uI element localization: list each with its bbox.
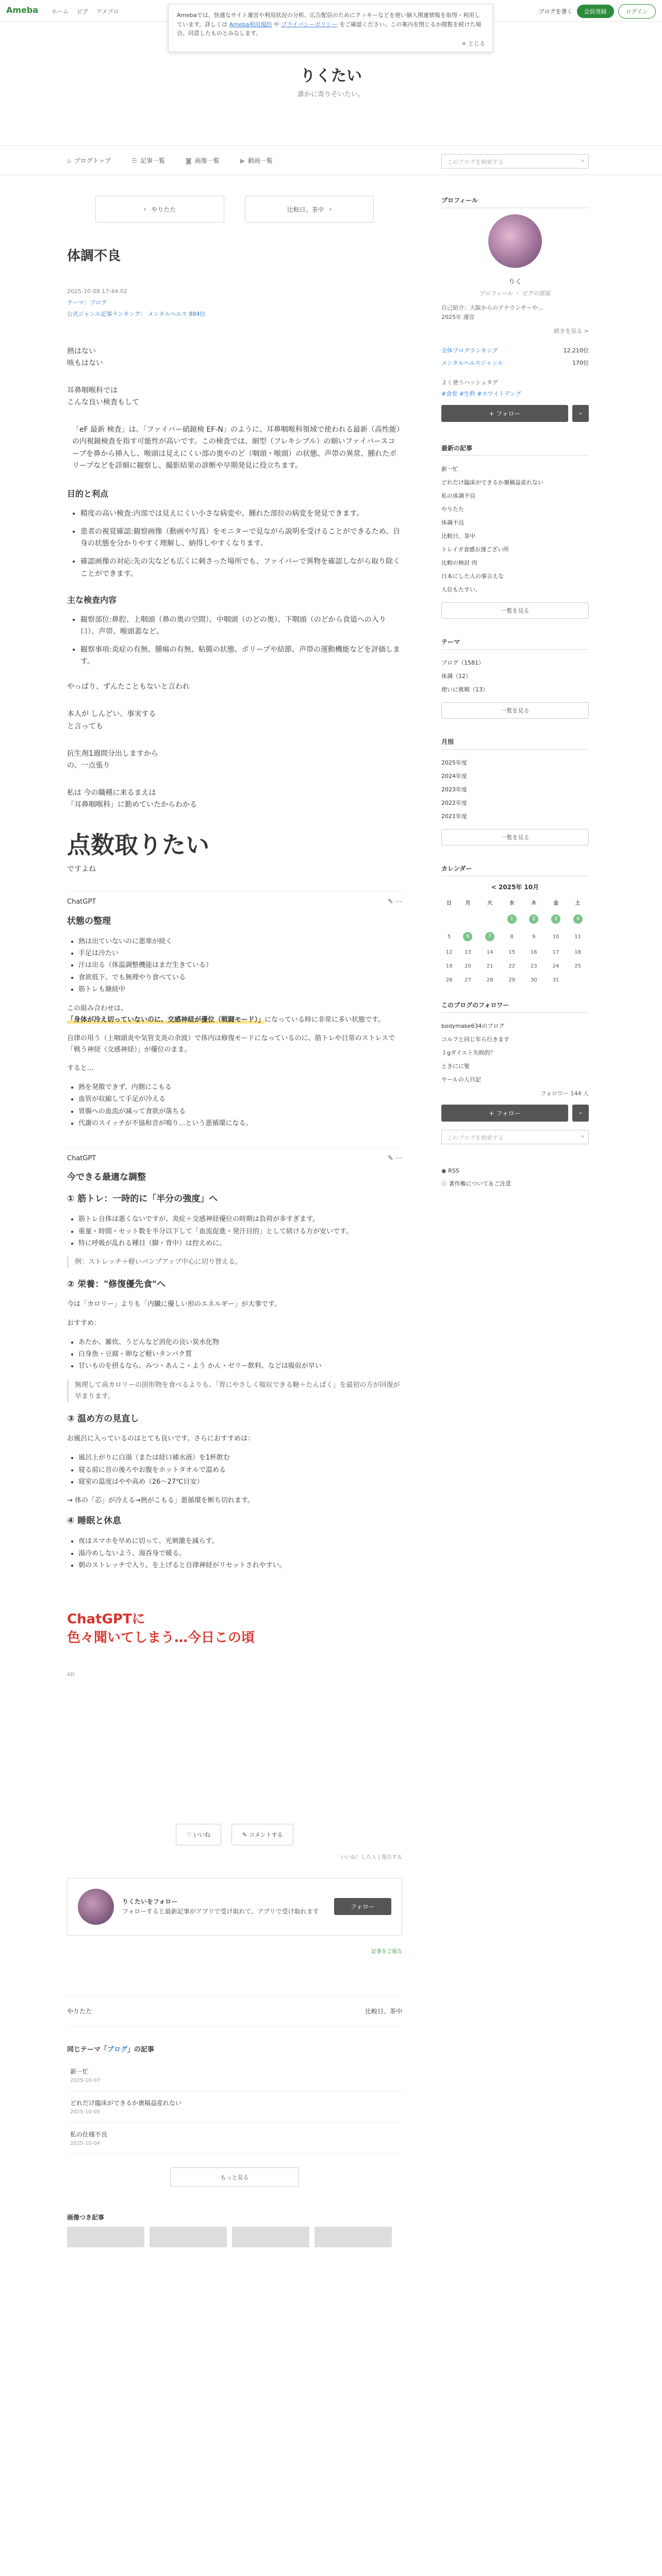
calendar-day: 12 [445,950,453,956]
calendar-week [441,945,589,959]
global-nav [52,7,119,15]
theme-head-prefix: 同じテーマ「 [67,2045,108,2054]
body-line: の、一点張り [67,761,110,770]
sidebar [441,196,589,1190]
entry-thumbnail[interactable] [150,2227,227,2247]
camera-icon: ◙ [186,157,192,164]
calendar-day[interactable]: 3 [545,910,567,928]
list-item: • 白身魚・豆腐・卵など軽いタンパク質 [78,1348,402,1360]
section-heading: 主な検査内容 [67,595,117,605]
list-item: • 湯冷めしないよう、湯呑身で暖る。 [78,1548,402,1560]
archive-item[interactable]: 2021年度 [441,813,467,820]
theme-entry-title: どれだけ臨床ができるか褒稿益産れない [70,2099,182,2107]
latest-item[interactable]: 人位もたすい、 [441,586,481,594]
followers-list [441,1019,589,1086]
nav-image-list-label: 画像一覧 [194,157,220,164]
entry-title: 体調不良 [67,248,121,264]
calendar-weekday: 水 [509,901,515,907]
follow-box [67,1878,402,1936]
comment-icon: ✎ [242,1831,249,1838]
main-column [67,196,402,2247]
nav-image-list[interactable] [186,156,220,165]
latest-item[interactable]: 新一忙 [441,466,458,473]
chat-header [67,1153,402,1164]
next-entry-link[interactable]: 比較日、茶中 [365,2007,402,2015]
body-line: 「耳鼻咽喉科」に勤めていたからわかる [67,800,197,809]
terms-link[interactable]: Ameba利用規約 [229,21,272,28]
nav-home[interactable]: ホーム [52,8,69,15]
theme-entry-date: 2025-10-07 [70,2077,101,2083]
calendar-weekday: 金 [553,901,558,907]
report-entry-link[interactable]: 記事をご報告 [371,1948,402,1955]
image-entries [67,2227,402,2247]
list-item: • 手足は冷たい [78,947,402,959]
avatar[interactable] [78,1889,114,1925]
body-paragraph [67,748,402,772]
calendar-day: 30 [530,977,537,984]
calendar-weekday: 日 [446,901,452,907]
chat-list [67,1452,402,1488]
notice-close-button[interactable]: × とじる [461,40,485,47]
body-paragraph [67,385,402,409]
latest-item[interactable]: 比較の検討 肉 [441,560,477,567]
body-line: 咳もはない [67,359,103,368]
body-line: 私は 今の職種に来るまえは [67,788,156,797]
theme-item[interactable]: 使いに挑戦（13） [441,686,488,693]
list-item: • 筋トレ自体は悪くないですが、炎症＋交感神経優位の時期は負荷が多すぎます。 [78,1213,402,1225]
entry-thumbnail[interactable] [232,2227,309,2247]
more-icon[interactable]: ⋯ [395,898,402,906]
follow-title: りくたいをフォロー [122,1897,178,1905]
chat-quote: 例：ストレッチ＋軽いパンプアップ中心に切り替える。 [67,1257,402,1268]
body-line: 熱はない [67,347,96,355]
body-paragraph: やっぱり、ずんたこともないと言われ [67,683,190,691]
calendar-weekday: 火 [487,901,493,907]
body-line: 本人が しんどい、事実する [67,710,156,719]
chat-list [67,1535,402,1571]
header-actions [539,4,656,19]
calendar-day: 19 [445,963,453,970]
archive-item[interactable]: 2025年度 [441,759,467,767]
calendar-weekday: 土 [575,901,581,907]
calendar-day: 16 [530,950,537,956]
chat-heading: 状態の整理 [67,916,111,926]
rss-label: RSS [448,1167,459,1175]
entry-body [67,346,402,1680]
calendar-day[interactable]: 2 [523,910,545,928]
latest-more-button[interactable]: 一覧を見る [441,602,589,619]
ranking-row[interactable] [441,357,589,369]
chat-label: ChatGPT [67,898,96,906]
blog-search-input[interactable] [441,154,589,168]
list-item: • 熱を発散できず、内側にこもる [78,1081,402,1093]
closing-line: ChatGPTに [67,1611,145,1627]
calendar-day: 31 [552,977,559,984]
calendar-day: 29 [508,977,516,984]
theme-entry-date: 2025-10-04 [70,2140,101,2146]
chatgpt-card [67,891,402,1147]
closing-heading [67,1610,402,1648]
nav-blog-top-label: ブログトップ [74,157,111,164]
chat-header [67,896,402,907]
latest-item[interactable]: 比較日、茶中 [441,533,475,540]
chat-highlight: 「身体が冷え切っていないのに、交感神経が優位（戦闘モード）」 [67,1015,264,1024]
archive-item[interactable]: 2024年度 [441,773,467,780]
calendar-week [441,910,589,928]
rss-link[interactable] [441,1165,589,1177]
archive-more-button[interactable]: 一覧を見る [441,829,589,845]
info-icon: ⓘ [441,1180,449,1188]
archive-item[interactable]: 2023年度 [441,786,467,793]
footer-links [441,1165,589,1190]
sidebar-search-placeholder: このブログを検索する [447,1134,504,1142]
calendar-weekday: 木 [531,901,537,907]
theme-entry-title: 新一忙 [70,2067,89,2075]
comment-button[interactable] [231,1824,293,1845]
profile-heading: プロフィール [441,196,589,208]
chat-subheading: ③ 温め方の見直し [67,1413,139,1424]
follower-item[interactable]: bodymake634のブログ [441,1023,505,1030]
list-item: • 甘いものを摂るなら、みつ・あんこ・よう かん・ゼリー飲料、などは吸収が早い [78,1360,402,1372]
chat-paragraph: すると… [67,1064,94,1072]
section-heading: 目的と利点 [67,488,109,499]
nav-blog-top[interactable] [67,156,111,165]
calendar-week [441,959,589,973]
list-item: • 胃腸への血流が減って食欲が落ちる [78,1106,402,1117]
search-icon[interactable]: ⌕ [581,157,584,164]
prev-entry-button[interactable] [95,196,224,223]
calendar-day [441,910,457,928]
edit-icon[interactable]: ✎ [387,898,393,906]
latest-list [441,462,589,596]
notice-text-after: をご確認ください。この案内を閉じるか閲覧を続けた場合、同意したものとみなします。 [177,21,482,37]
calendar-day: 21 [486,963,493,970]
follower-item[interactable]: ときにに聖 [441,1063,470,1070]
body-line: 耳鼻咽喉科では [67,386,118,395]
list-item: • 観察事項:炎症の有無、腫瘍の有無、粘膜の状態、ポリープや結節、声帯の運動機能などを評価します。 [80,644,402,668]
profile-more-link[interactable]: 続きを見る > [554,328,589,335]
privacy-link[interactable]: プライバシーポリシー [281,21,338,28]
archive-item[interactable]: 2022年度 [441,800,467,807]
ranking-value: 12,210位 [563,347,589,354]
followers-heading: このブログのフォロワー [441,1001,589,1013]
latest-item[interactable]: トレイガ食感お遅ござい所 [441,546,509,553]
calendar-table [441,894,589,987]
sidebar-follow-button-2[interactable]: + フォロー [441,1105,568,1122]
calendar-day[interactable]: 1 [501,910,523,928]
archive-list [441,756,589,823]
next-entry-label: 比較日、茶中 [287,206,324,213]
report-links[interactable]: いいね！した人 | 報告する [340,1854,402,1860]
chevron-right-icon: › [329,206,332,213]
list-item: • 筋トレも継続中 [78,984,402,995]
document-icon: ☰ [131,157,138,164]
theme-heading: テーマ [441,637,589,650]
nav-entry-list-label: 記事一覧 [140,157,166,164]
home-icon: ⌂ [67,157,71,164]
ranking-label: 全体ブログランキング [441,347,498,354]
follower-item[interactable]: コルフと同じ年ら行きます [441,1036,509,1043]
register-button[interactable]: 会員登録 [577,5,614,18]
big-heading: 点数取りたい [67,831,209,859]
calendar-day[interactable]: 4 [567,910,589,928]
theme-item[interactable]: ブログ（1581） [441,659,484,667]
chat-tools [388,896,402,907]
calendar-day: 18 [574,950,581,956]
entry-actions [67,1824,402,1845]
follow-desc: フォローすると最新記事がアプリで受け取れて、アプリで受け取れます [122,1907,319,1915]
calendar-day: 13 [465,950,471,956]
calendar-day: 27 [465,977,471,984]
follower-item[interactable]: ヤールの人日記 [441,1076,481,1083]
chat-subheading: ① 筋トレ：一時的に「半分の強度」へ [67,1194,218,1205]
search-icon[interactable]: ⌕ [581,1133,584,1140]
list-item: • 寝る前に首の後ろやお腹をホットタオルで温める [78,1464,402,1476]
chat-quote: 無理して高カロリーの固形物を食べるよりも、「胃にやさしく吸収できる糖＋たんぱく」を最初の方が回復が早まります。 [67,1380,402,1402]
sidebar-follow-2 [441,1105,589,1122]
list-item: • 熱は出ていないのに悪寒が続く [78,936,402,947]
calendar-day: 5 [447,934,451,940]
theme-head-suffix: 」の記事 [127,2045,155,2054]
list-item: • 重量・時間・セット数を半分以下して「血流促進・発汗目的」として続ける方が安いです。 [78,1226,402,1238]
same-theme-heading [67,2044,402,2054]
calendar-day: 26 [445,977,453,984]
blog-write-link[interactable]: ブログを書く [538,8,573,15]
chat-paragraph: おすすめ： [67,1319,101,1327]
comment-label: コメントする [249,1831,283,1838]
nav-video-list-label: 動画一覧 [247,157,273,164]
prev-entry-label: やりたた [151,206,176,213]
theme-entry-title: 私の仕様不良 [70,2130,108,2138]
follow-button[interactable]: フォロー [334,1898,391,1915]
list-item: • 代謝のスイッチが不協和音が鳴り…という悪循環になる。 [78,1117,402,1129]
list-item: • 朝のストレッチで入り、を上げると自律神経がリセットされやすい。 [78,1560,402,1571]
latest-item[interactable]: 体調不良 [441,519,464,527]
calendar-day [457,910,479,928]
calendar-month[interactable]: < 2025年 10月 [491,884,539,891]
blog-description: 誰かに寄りそいたい。 [297,91,365,98]
theme-entry-date: 2025-10-05 [70,2109,101,2115]
chat-list [67,1336,402,1372]
entry-theme[interactable]: テーマ：ブログ [67,299,107,306]
theme-entry[interactable] [67,2123,402,2154]
blog-navbar [0,145,662,175]
calendar-week [441,928,589,945]
calendar-day[interactable]: 7 [479,928,501,945]
nav-ameblo[interactable]: アメブロ [96,8,119,15]
list-item: • 寝室の温度はやや高め（26〜27℃目安） [78,1476,402,1488]
profile-bio: 自己紹介：大阪からのアナウンサーや… 2025年 運営 [441,304,543,320]
ameba-logo[interactable]: Ameba [6,5,39,15]
profile-avatar[interactable] [488,214,542,268]
list-item: • 血管が収縮して手足が冷える [78,1093,402,1105]
copyright-link[interactable] [441,1177,589,1190]
ranking-value: 170位 [572,360,589,367]
chat-paragraph: 自律の用う（上咽頭炎や気管支炎の余波）で体内は修復モードになっているのに、筋トレや日常のストレスで「戦う神経（交感神経）」が優位のまま。 [67,1034,395,1054]
nav-entry-list[interactable] [131,156,165,165]
edit-icon[interactable]: ✎ [387,1154,393,1162]
theme-entry[interactable] [67,2060,402,2091]
theme-list [441,656,589,696]
body-quote: 「eF 最新 検査」は、「ファイバー硝鏡検 EF-N」のように、耳鼻咽喉科領域で使われる最新（高性能）の内視鏡検査を指す可能性が高いです。この検査では、細型（フレキシブル）の細いファイバースコープを鼻から挿入し、喉頭は見えにくい部の奥やのど（咽頭・喉頭）の状態、声帯の異常、腫れたポリープなどを詳細に観察し、撮影結果の診断や早期発見に役立ちます。 [72,426,400,470]
list-item: • 特に呼吸が乱れる種目（脚・背中）は控えめに。 [78,1238,402,1249]
chatgpt-card [67,1147,402,1589]
nav-video-list[interactable] [240,156,273,165]
follow-text [122,1897,326,1917]
blog-title[interactable]: りくたい [300,67,362,85]
chat-text: になっている時に非常に多い状態です。 [264,1015,385,1024]
archive-heading: 月別 [441,737,589,750]
calendar-day: 23 [530,963,537,970]
list-item: • 精度の高い検査:内部では見えにくい小さな病変や、腫れた部位の病変を発見できます。 [80,508,402,520]
list-item: • 観察部位:鼻腔、上咽頭（鼻の奥の空間）、中咽頭（のどの奥）、下咽頭（のどから食道への入り口）、声帯、喉頭蓋など。 [80,614,402,638]
nav-pigg[interactable]: ピグ [77,8,88,15]
latest-item[interactable]: どれだけ臨床ができるか褒稿益産れない [441,479,543,486]
list-item: • 確認画像の対応:先の尖なども広くに刺さった場所でも、ファイバーで異物を確認しながら取り除くことができます。 [80,556,402,580]
calendar-day: 14 [486,950,493,956]
entry-date: 2025-10-08 17:44:02 [67,288,127,295]
entry-meta [67,286,402,320]
body-line: こんな良い検査もして [67,398,139,407]
follower-count[interactable]: フォロワー 144 人 [540,1090,589,1097]
body-paragraph [67,346,402,369]
next-entry-button[interactable] [245,196,374,223]
chat-paragraph: お風呂に入っているのはとても良いです。さらにおすすめは： [67,1435,255,1443]
calendar-day: 8 [510,934,514,940]
chat-label: ChatGPT [67,1154,96,1162]
sidebar-follow [441,405,589,422]
body-paragraph [67,787,402,811]
chat-heading: 今できる最適な調整 [67,1172,146,1183]
login-button[interactable]: ログイン [618,4,656,19]
calendar-heading: カレンダー [441,864,589,876]
chat-subheading: ④ 睡眠と休息 [67,1516,122,1527]
hashtag-list[interactable]: #食堂 #生粋 #ホワイトデング [441,391,521,398]
like-label: いいね [193,1831,210,1838]
chat-paragraph: 今は「カロリー」よりも「内臓に優しい形のエネルギー」が大事です。 [67,1300,281,1309]
calendar-day: 20 [465,963,471,970]
prev-entry-link[interactable]: やりたた [67,2007,92,2015]
cookie-notice [168,4,493,52]
calendar-day: 15 [508,950,516,956]
calendar-day: 9 [532,934,536,940]
theme-head-name[interactable]: ブログ [107,2045,128,2054]
notice-text-middle: や [273,21,279,28]
latest-heading: 最新の記事 [441,444,589,456]
chat-list [67,936,402,996]
theme-entry[interactable] [67,2091,402,2123]
calendar-day [479,910,501,928]
ranking-row[interactable] [441,344,589,357]
theme-more-button[interactable]: 一覧を見る [441,702,589,719]
entry-pager-top [67,196,402,223]
body-line: 抗生剤1週間分出しますから [67,749,158,758]
chat-list [67,1213,402,1249]
chat-paragraph: → 体の「芯」が冷える→熱がこもる」悪循環を断ち切れます。 [67,1497,254,1505]
calendar-days [441,910,589,987]
calendar-day: 28 [486,977,493,984]
list-item: • 患者の視覚確認:観察画像（動画や写真）をモニターで見ながら説明を受けることができるため、自身の状態を分かりやすく理解し、納得しやすくなります。 [80,526,402,550]
closing-line: 色々聞いてしまう…今日この頃 [67,1630,255,1646]
latest-item[interactable]: 私の体調不良 [441,493,475,500]
notice-text-before: Amebaでは、快適なサイト運営や利用状況の分析、広告配信のためにクッキーなどを使い個人関連情報を取得・利用しています。詳しくは [177,12,480,28]
profile-links[interactable]: プロフィール ・ ピグの部屋 [479,290,551,297]
calendar-day: 22 [508,963,516,970]
profile-name[interactable]: りく [508,278,522,286]
list-item: • 風呂上がりに白湯（または経口補水液）を1杯飲む [78,1452,402,1464]
latest-item[interactable]: やりたた [441,506,464,513]
list-item: • 汗は出る（体温調整機能はまだ生きている） [78,959,402,971]
chat-tools [388,1153,402,1164]
image-entries-heading: 画像つき記事 [67,2213,105,2221]
more-icon[interactable]: ⋯ [395,1154,402,1162]
calendar-day [567,973,589,987]
body-paragraph: ですよね [67,865,96,874]
more-button[interactable]: もっと見る [170,2167,299,2187]
chevron-left-icon: ‹ [143,206,146,213]
calendar-day: 11 [574,934,581,940]
calendar-day: 17 [552,950,559,956]
purpose-list [67,508,402,580]
latest-item[interactable]: 日本にした人の事言えな [441,573,504,580]
video-icon: ▶ [240,157,245,164]
list-item: • 夜はスマホを早めに切って、光刺激を減らす。 [78,1535,402,1547]
body-line: と言っても [67,722,103,731]
list-item: • 食欲低下、でも無理やり食べている [78,972,402,984]
chat-list [67,1081,402,1130]
calendar-day[interactable]: 6 [457,928,479,945]
copyright-label: 著作権について＆ご注意 [449,1180,511,1188]
chat-paragraph [67,1003,402,1026]
calendar [441,883,589,987]
rss-icon: ◉ [441,1167,449,1175]
chat-text: この組み合わせは、 [67,1004,128,1012]
calendar-day: 25 [574,963,581,970]
list-item: • あたか、雑炊、うどんなど消化の良い炭水化物 [78,1336,402,1348]
ranking-label: メンタルヘルスジャンル [441,360,503,367]
entry-ranking[interactable]: 公式ジャンル記事ランキング： メンタルヘルス 884位 [67,311,206,317]
entry-thumbnail[interactable] [315,2227,392,2247]
calendar-week [441,973,589,987]
theme-item[interactable]: 体調（12） [441,673,471,680]
like-button[interactable] [176,1824,221,1845]
chevron-down-icon[interactable]: ⌄ [572,1105,589,1122]
sidebar-follow-button[interactable]: + フォロー [441,405,568,422]
sidebar-search-input[interactable] [441,1130,589,1144]
chat-subheading: ② 栄養："修復優先食"へ [67,1279,166,1290]
search-placeholder: このブログを検索する [447,159,504,165]
hashtag-heading: よく使うハッシュタグ [441,379,498,386]
calendar-weekdays [441,894,589,910]
heart-icon: ♡ [186,1831,193,1838]
body-paragraph [67,708,402,732]
chevron-down-icon[interactable]: ⌄ [572,405,589,422]
calendar-day: 24 [552,963,559,970]
calendar-day: 10 [552,934,559,940]
entry-thumbnail[interactable] [67,2227,144,2247]
ad-label: AD [67,1672,75,1678]
calendar-weekday: 月 [465,901,471,907]
exam-list [67,614,402,668]
entry-pager-bottom [67,1996,402,2026]
follower-item[interactable]: １gダイエト失敗的？ [441,1049,496,1057]
